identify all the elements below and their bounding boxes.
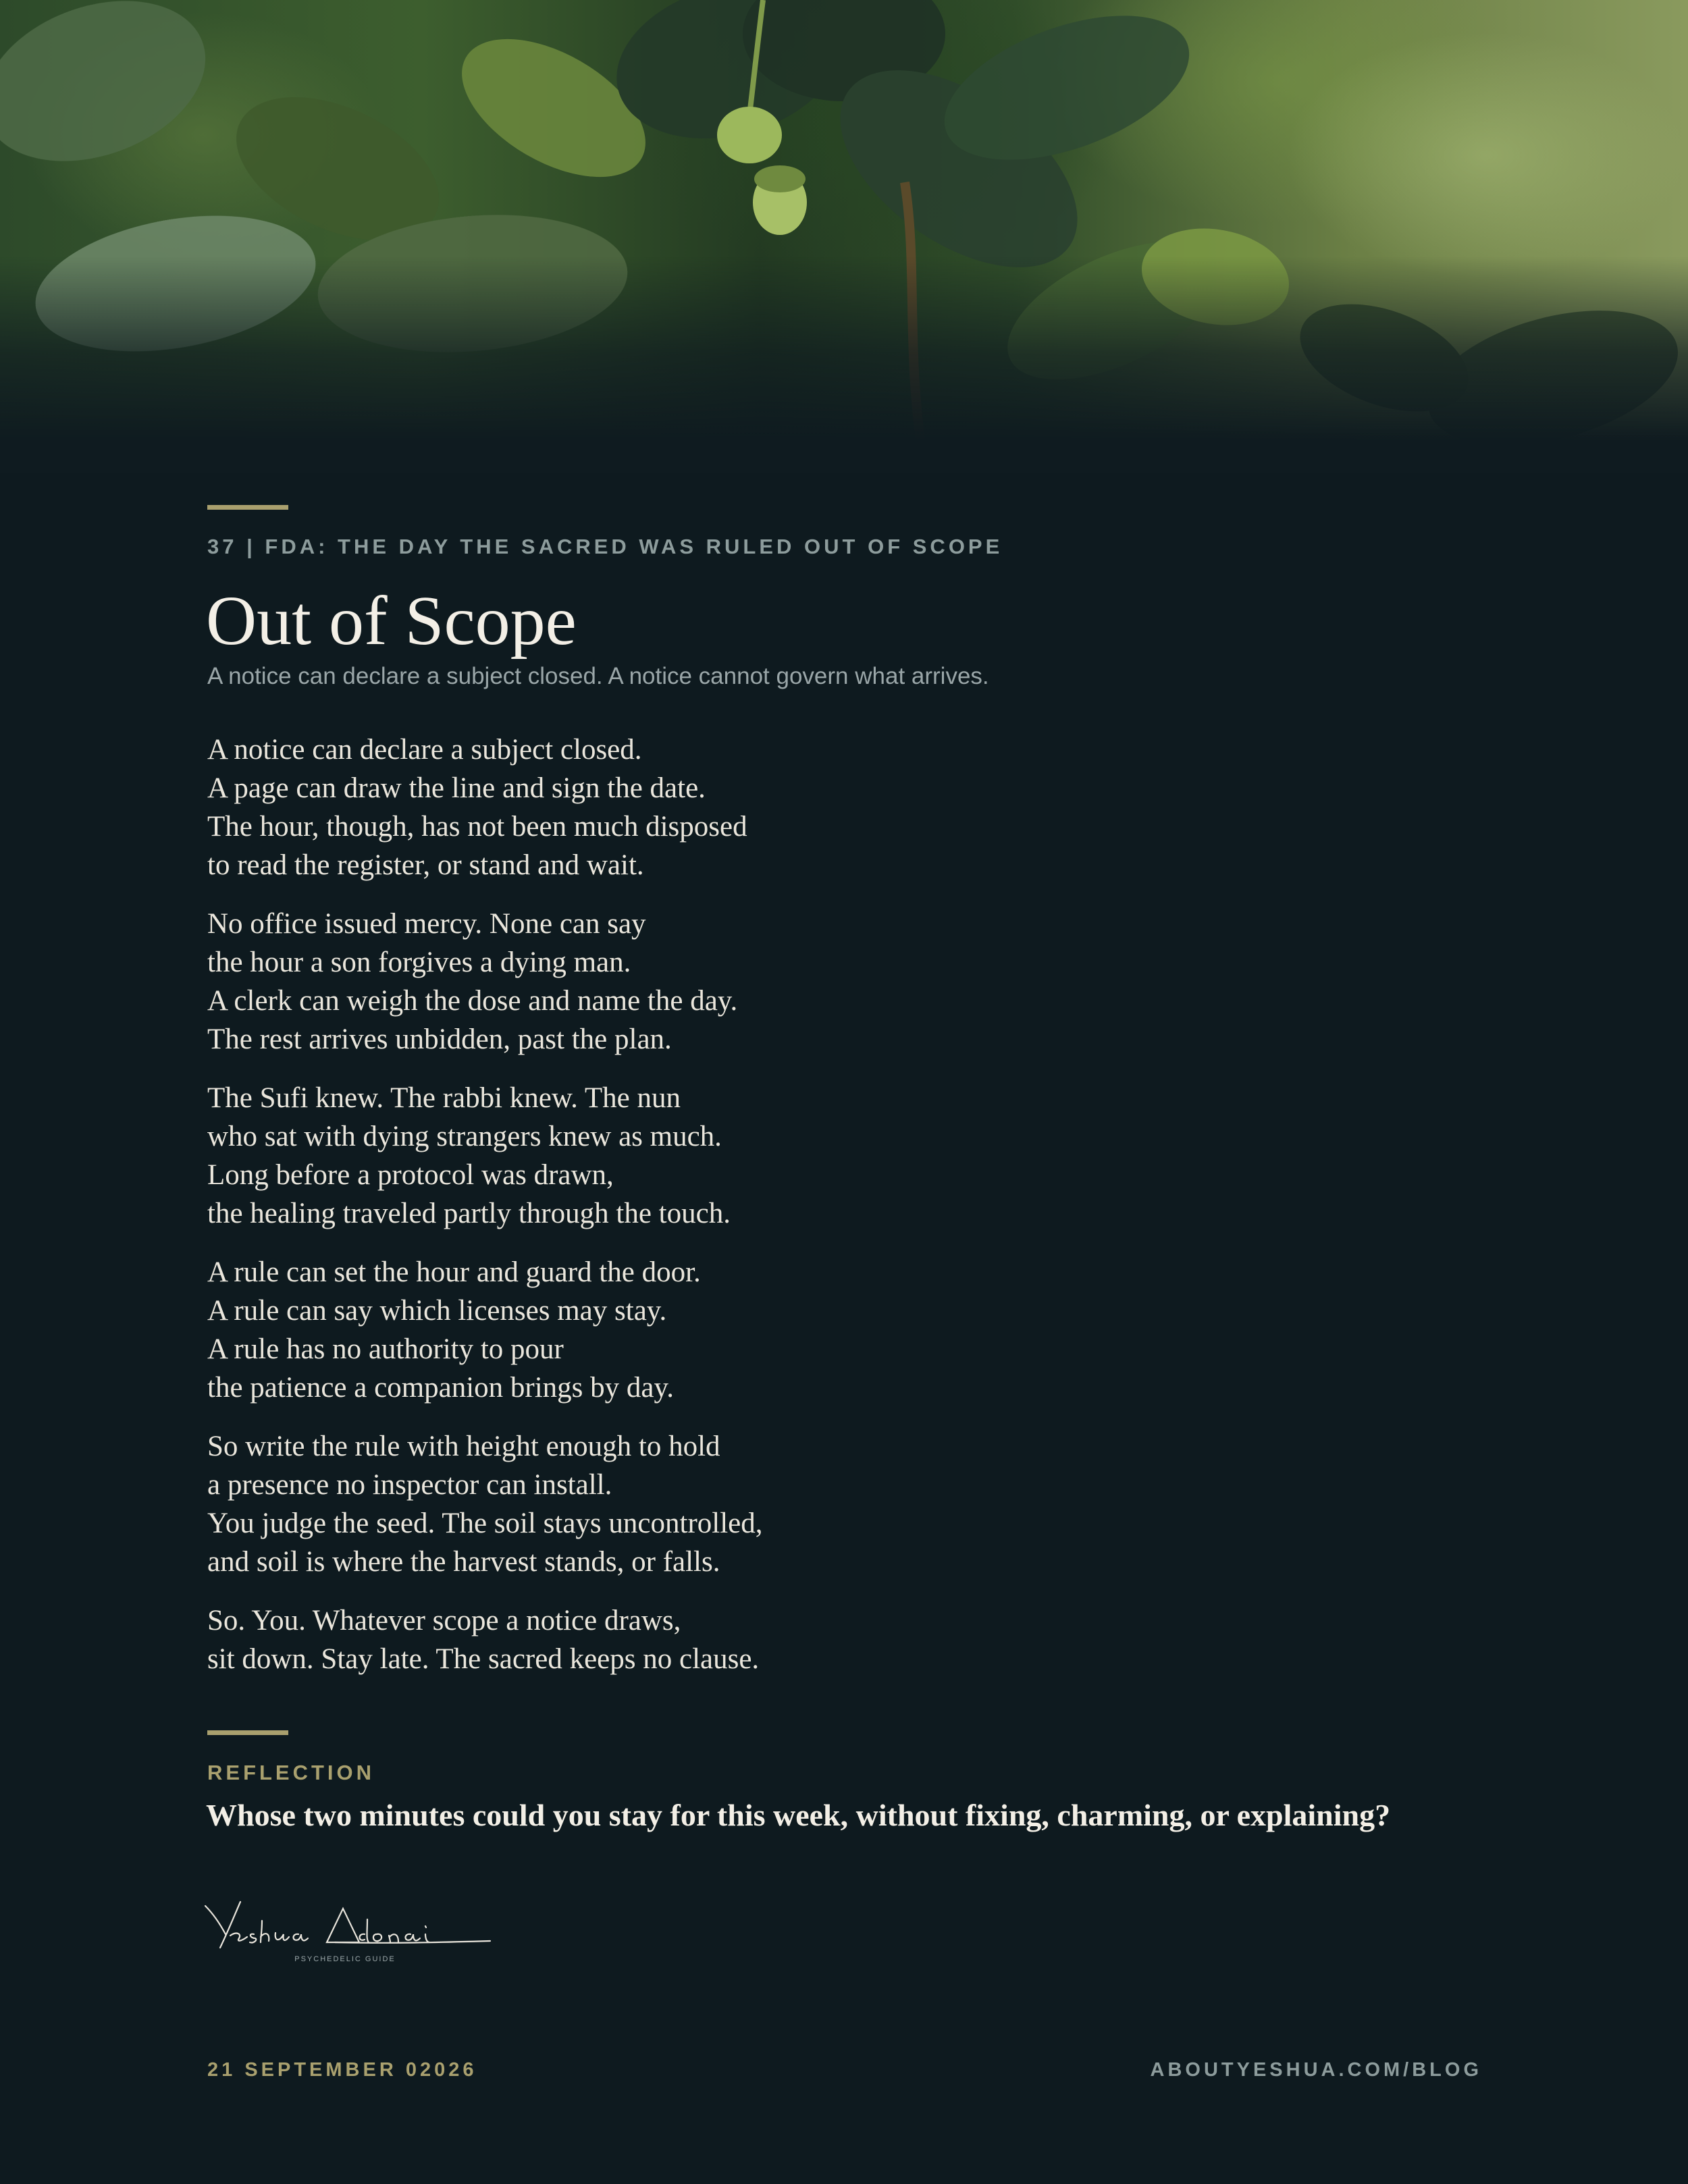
stanza — [207, 1079, 1220, 1233]
poem-line: Long before a protocol was drawn, — [207, 1159, 614, 1191]
series-kicker: 37 | FDA: THE DAY THE SACRED WAS RULED OUT OF SCOPE — [207, 535, 1003, 558]
poem-line: The rest arrives unbidden, past the plan. — [207, 1023, 672, 1055]
stanza — [207, 1427, 1220, 1581]
poem-line: So. You. Whatever scope a notice draws, — [207, 1605, 681, 1636]
poem-line: and soil is where the harvest stands, or falls. — [207, 1546, 720, 1578]
poem-line: sit down. Stay late. The sacred keeps no clause. — [207, 1643, 760, 1675]
hero-image — [0, 0, 1688, 473]
hero-fade — [0, 257, 1688, 473]
poem-line: So write the rule with height enough to hold — [207, 1431, 720, 1462]
stanza — [207, 1601, 1220, 1678]
stanza — [207, 1253, 1220, 1407]
stanza — [207, 905, 1220, 1059]
signature-icon — [200, 1894, 497, 1968]
poem-line: The hour, though, has not been much disposed — [207, 811, 747, 843]
poem-line: who sat with dying strangers knew as much. — [207, 1121, 722, 1152]
reflection-label: REFLECTION — [207, 1761, 375, 1784]
poem-line: A rule has no authority to pour — [207, 1333, 564, 1365]
poem-line: A rule can set the hour and guard the door. — [207, 1256, 701, 1288]
poem-line: The Sufi knew. The rabbi knew. The nun — [207, 1082, 681, 1114]
poem-line: No office issued mercy. None can say — [207, 908, 646, 940]
poem-line: A notice can declare a subject closed. — [207, 734, 642, 766]
stanza — [207, 730, 1220, 884]
poem-line: the healing traveled partly through the touch. — [207, 1198, 731, 1229]
page-subtitle: A notice can declare a subject closed. A notice cannot govern what arrives. — [207, 663, 989, 689]
poem-line: the hour a son forgives a dying man. — [207, 947, 631, 978]
poem-line: A page can draw the line and sign the date. — [207, 772, 706, 804]
accent-rule-reflection — [207, 1730, 288, 1735]
poem-line: the patience a companion brings by day. — [207, 1372, 674, 1404]
poem-line: You judge the seed. The soil stays uncontrolled, — [207, 1508, 763, 1539]
page-title: Out of Scope — [206, 582, 577, 660]
blog-link[interactable]: ABOUTYESHUA.COM/BLOG — [1150, 2059, 1482, 2081]
poem — [207, 730, 1220, 1699]
signature-logo — [200, 1894, 497, 1971]
reflection-question: Whose two minutes could you stay for this week, without fixing, charming, or explaining? — [206, 1798, 1391, 1832]
poem-line: to read the register, or stand and wait. — [207, 849, 644, 881]
poem-line: a presence no inspector can install. — [207, 1469, 612, 1501]
accent-rule-top — [207, 505, 288, 510]
post-date: 21 SEPTEMBER 02026 — [207, 2059, 477, 2081]
poem-line: A clerk can weigh the dose and name the day. — [207, 985, 738, 1017]
poem-line: A rule can say which licenses may stay. — [207, 1295, 667, 1327]
signature-tagline: PSYCHEDELIC GUIDE — [294, 1955, 396, 1963]
